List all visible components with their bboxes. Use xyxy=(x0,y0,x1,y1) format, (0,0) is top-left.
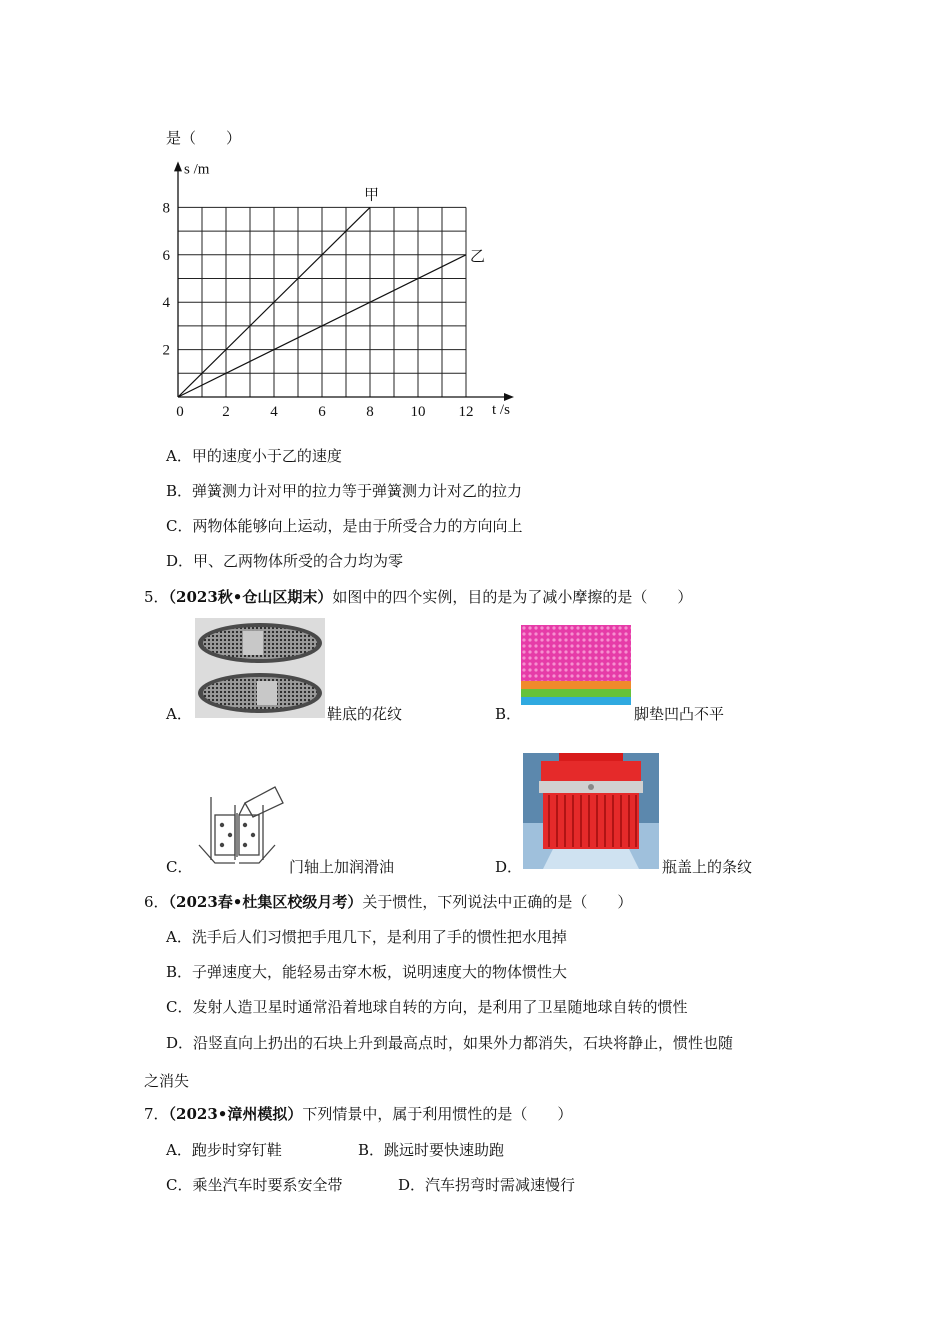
q6-option-a[interactable]: A．洗手后人们习惯把手甩几下，是利用了手的惯性把水甩掉 xyxy=(166,928,567,946)
x-tick-label: 2 xyxy=(222,404,230,420)
q5-option-a-letter[interactable]: A． xyxy=(166,705,192,723)
x-axis-label: t /s xyxy=(492,402,510,418)
q6-option-b[interactable]: B．子弹速度大，能轻易击穿木板，说明速度大的物体惯性大 xyxy=(166,963,568,981)
q5-text: 如图中的四个实例，目的是为了减小摩擦的是（ ） xyxy=(332,588,693,606)
series-label-0: 甲 xyxy=(364,187,380,204)
q5-number: 5． xyxy=(144,588,169,606)
s-t-graph xyxy=(150,150,520,430)
q6-number: 6． xyxy=(144,893,169,911)
series-label-1: 乙 xyxy=(470,248,486,265)
shoe-sole-image[interactable] xyxy=(195,618,325,718)
y-axis-arrow xyxy=(174,161,182,171)
x-axis-arrow xyxy=(504,393,514,401)
door-hinge-oil-image[interactable] xyxy=(195,775,290,870)
q7-option-b[interactable]: B．跳远时要快速助跑 xyxy=(358,1141,505,1159)
q6-option-c[interactable]: C．发射人造卫星时通常沿着地球自转的方向，是利用了卫星随地球自转的惯性 xyxy=(166,998,688,1016)
x-tick-label: 4 xyxy=(270,404,278,420)
y-tick-label: 6 xyxy=(162,247,170,264)
q5-option-c-letter[interactable]: C． xyxy=(166,858,193,876)
q7-number: 7． xyxy=(144,1105,169,1123)
q5-option-b-letter[interactable]: B． xyxy=(495,705,522,723)
chart-labels xyxy=(163,161,511,420)
q7-source: （2023•漳州模拟） xyxy=(168,1105,303,1123)
y-tick-label: 4 xyxy=(162,295,170,312)
q6-source: （2023春•杜集区校级月考） xyxy=(168,893,363,911)
y-tick-label: 8 xyxy=(162,200,170,217)
x-tick-label: 10 xyxy=(410,404,426,420)
q7-stem xyxy=(144,1104,572,1124)
q5-option-c-caption: 门轴上加润滑油 xyxy=(289,858,395,876)
q5-option-d-letter[interactable]: D． xyxy=(495,858,523,876)
x-tick-label: 0 xyxy=(176,404,184,420)
y-tick-label: 2 xyxy=(162,342,170,359)
q7-option-d[interactable]: D．汽车拐弯时需减速慢行 xyxy=(398,1176,576,1194)
x-tick-label: 12 xyxy=(458,404,474,420)
q6-option-d-continuation: 之消失 xyxy=(144,1072,190,1090)
q4-stem-tail: 是（ ） xyxy=(166,129,242,147)
q5-stem xyxy=(144,587,692,607)
q4-option-d[interactable]: D．甲、乙两物体所受的合力均为零 xyxy=(166,552,404,570)
floor-mat-image[interactable] xyxy=(521,625,631,715)
x-tick-label: 6 xyxy=(318,404,326,420)
q5-option-b-caption: 脚垫凹凸不平 xyxy=(634,705,725,723)
q5-source: （2023秋•仓山区期末） xyxy=(168,588,333,606)
chart-axes xyxy=(174,161,514,401)
q6-text: 关于惯性，下列说法中正确的是（ ） xyxy=(362,893,633,911)
q7-text: 下列情景中，属于利用惯性的是（ ） xyxy=(302,1105,573,1123)
q5-option-a-caption: 鞋底的花纹 xyxy=(327,705,403,723)
q5-option-d-caption: 瓶盖上的条纹 xyxy=(662,858,753,876)
q7-option-c[interactable]: C．乘坐汽车时要系安全带 xyxy=(166,1176,343,1194)
q4-option-b[interactable]: B．弹簧测力计对甲的拉力等于弹簧测力计对乙的拉力 xyxy=(166,482,523,500)
q7-option-a[interactable]: A．跑步时穿钉鞋 xyxy=(166,1141,282,1159)
chart-grid xyxy=(178,207,466,397)
q6-stem xyxy=(144,892,632,912)
q4-option-a[interactable]: A．甲的速度小于乙的速度 xyxy=(166,447,342,465)
q6-option-d[interactable]: D．沿竖直向上扔出的石块上升到最高点时，如果外力都消失，石块将静止，惯性也随 xyxy=(166,1034,734,1052)
bottle-cap-image[interactable] xyxy=(523,753,659,869)
x-tick-label: 8 xyxy=(366,404,374,420)
q4-option-c[interactable]: C．两物体能够向上运动，是由于所受合力的方向向上 xyxy=(166,517,523,535)
y-axis-label: s /m xyxy=(184,161,210,178)
